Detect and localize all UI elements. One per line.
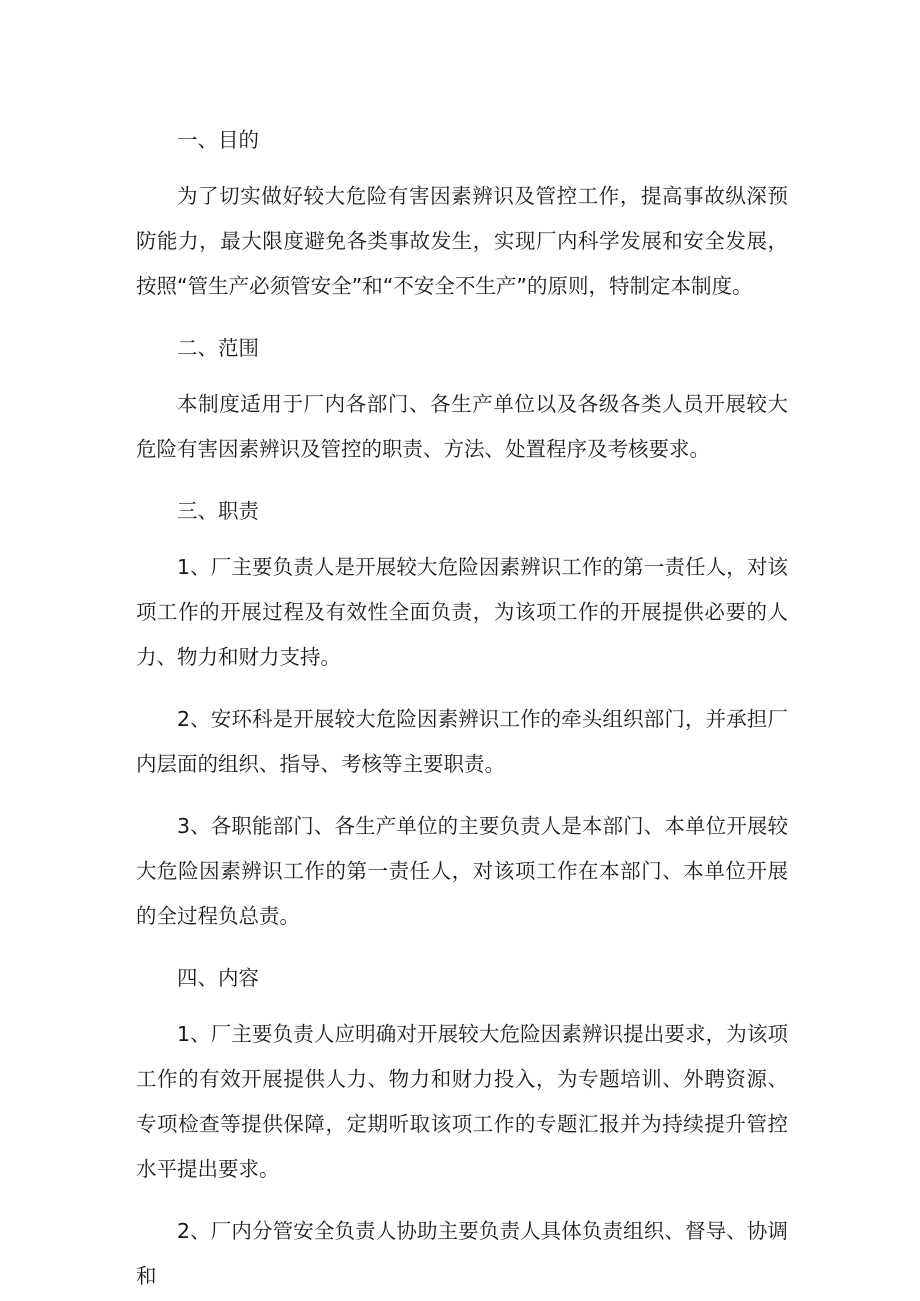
paragraph-duty-3: 3、各职能部门、各生产单位的主要负责人是本部门、本单位开展较大危险因素辨识工作的第一责任人，对该项工作在本部门、本单位开展的全过程负总责。 <box>136 814 788 928</box>
section-heading-duties: 三、职责 <box>177 499 259 523</box>
section-heading-purpose: 一、目的 <box>177 128 259 152</box>
document-body <box>136 118 788 1299</box>
paragraph-duty-1: 1、厂主要负责人是开展较大危险因素辨识工作的第一责任人，对该项工作的开展过程及有效性全面负责，为该项工作的开展提供必要的人力、物力和财力支持。 <box>136 555 788 669</box>
paragraph-content-1: 1、厂主要负责人应明确对开展较大危险因素辨识提出要求，为该项工作的有效开展提供人力、物力和财力投入，为专题培训、外聘资源、专项检查等提供保障，定期听取该项工作的专题汇报并为持续提升管控水平提出要求。 <box>136 1022 788 1181</box>
section-heading-content: 四、内容 <box>177 966 259 990</box>
section-heading-scope: 二、范围 <box>177 336 259 360</box>
paragraph-duty-2: 2、安环科是开展较大危险因素辨识工作的牵头组织部门，并承担厂内层面的组织、指导、考核等主要职责。 <box>136 707 788 776</box>
paragraph-content-2: 2、厂内分管安全负责人协助主要负责人具体负责组织、督导、协调和 <box>136 1219 788 1288</box>
paragraph-scope: 本制度适用于厂内各部门、各生产单位以及各级各类人员开展较大危险有害因素辨识及管控的职责、方法、处置程序及考核要求。 <box>136 392 788 461</box>
paragraph-purpose: 为了切实做好较大危险有害因素辨识及管控工作，提高事故纵深预防能力，最大限度避免各类事故发生，实现厂内科学发展和安全发展，按照“管生产必须管安全”和“不安全不生产”的原则，特制定本制度。 <box>136 184 788 298</box>
